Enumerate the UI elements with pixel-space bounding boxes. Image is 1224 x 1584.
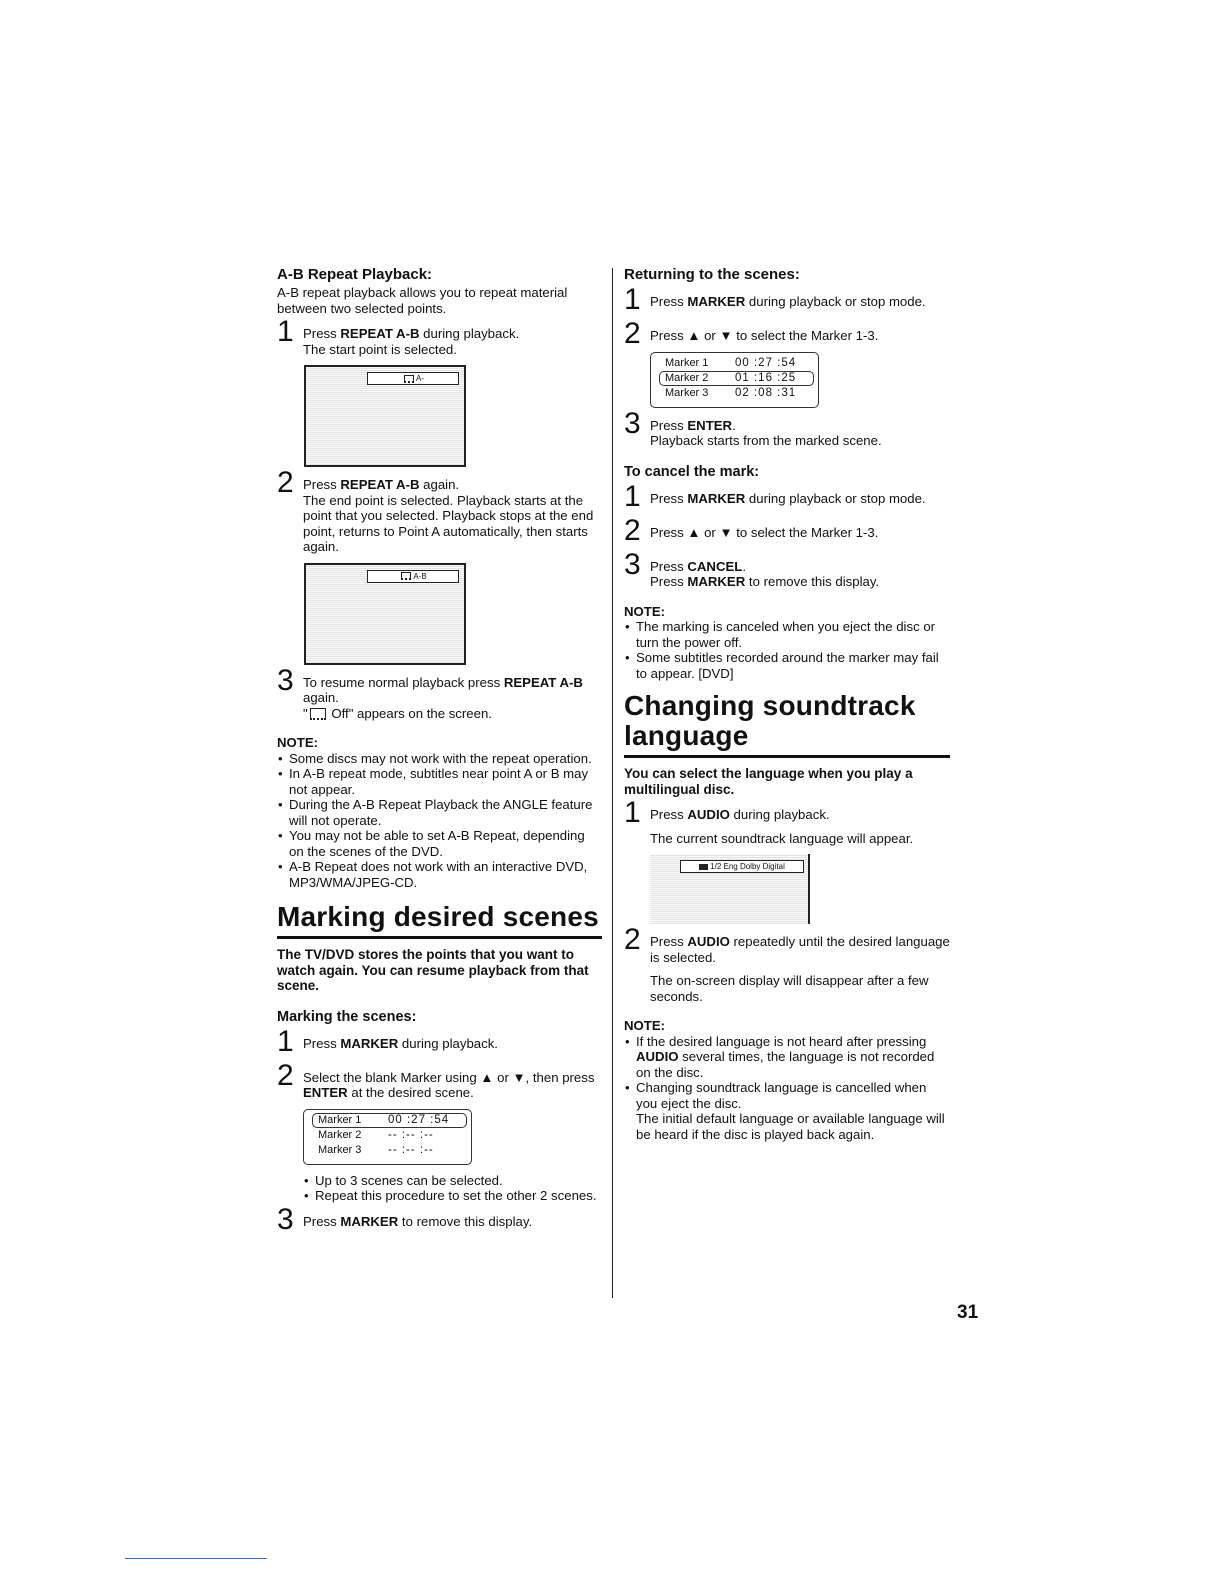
list-item: • During the A-B Repeat Playback the ANGLE feature will not operate. — [277, 797, 602, 828]
ab-step-1: 1 Press REPEAT A-B during playback. The start point is selected. A- — [277, 326, 602, 467]
ab-repeat-intro: A-B repeat playback allows you to repeat material between two selected points. — [277, 285, 568, 316]
return-step-1: 1 Press MARKER during playback or stop mode. — [624, 283, 926, 316]
audio-language-bar: 1/2 Eng Dolby Digital — [680, 860, 804, 873]
repeat-icon — [404, 375, 414, 383]
repeat-a-bar: A- — [367, 372, 459, 385]
ab-repeat-heading: A-B Repeat Playback: — [277, 266, 433, 283]
list-item: • If the desired language is not heard after pressing AUDIO several times, the language is not recorded on the disc. — [624, 1034, 950, 1081]
soundtrack-lead: You can select the language when you play a multilingual disc. — [624, 766, 913, 797]
marker-row: Marker 1 00 :27 :54 — [665, 356, 797, 369]
sound-step-2: 2 Press AUDIO repeatedly until the desired language is selected. The on-screen display will disappear after a few seconds. — [624, 923, 950, 1004]
mark-step-1: 1 Press MARKER during playback. — [277, 1024, 498, 1058]
list-item: • A-B Repeat does not work with an interactive DVD, MP3/WMA/JPEG-CD. — [277, 859, 602, 890]
note-title: NOTE: — [624, 603, 666, 619]
marker-notes — [624, 619, 950, 681]
step-number: 2 — [277, 466, 294, 499]
return-step-3: 3 Press ENTER. Playback starts from the marked scene. — [624, 406, 882, 448]
return-heading: Returning to the scenes: — [624, 266, 800, 283]
marking-lead: The TV/DVD stores the points that you want to watch again. You can resume playback from that scene. — [277, 947, 589, 993]
step-number: 3 — [624, 406, 641, 440]
step-number: 2 — [624, 317, 641, 350]
list-item: • The marking is canceled when you eject the disc or turn the power off. — [624, 619, 950, 650]
mark-bullets — [303, 1173, 602, 1204]
step-number: 1 — [624, 796, 641, 829]
footer-rule — [125, 1558, 267, 1559]
step-number: 1 — [277, 1024, 294, 1058]
repeat-a-screen — [304, 365, 466, 467]
list-item: • You may not be able to set A-B Repeat, depending on the scenes of the DVD. — [277, 828, 602, 859]
marker-row: Marker 1 00 :27 :54 — [318, 1113, 463, 1128]
ab-notes — [277, 751, 602, 891]
step-number: 2 — [277, 1058, 294, 1092]
cancel-step-3: 3 Press CANCEL. Press MARKER to remove this display. — [624, 547, 880, 589]
list-item: • Repeat this procedure to set the other 2 scenes. — [303, 1188, 602, 1204]
marker-row: Marker 2 01 :16 :25 — [665, 371, 810, 386]
ab-step-3: 3 To resume normal playback press REPEAT A-B again. " Off" appears on the screen. — [277, 663, 583, 721]
step-number: 1 — [624, 479, 641, 513]
step-number: 1 — [277, 315, 294, 348]
marker-list-box — [303, 1109, 472, 1165]
step-number: 2 — [624, 513, 641, 547]
audio-screen — [650, 854, 810, 924]
page-number: 31 — [957, 1302, 979, 1323]
list-item: • In A-B repeat mode, subtitles near point A or B may not appear. — [277, 766, 602, 797]
step-number: 1 — [624, 283, 641, 316]
note-title: NOTE: — [624, 1018, 666, 1033]
marking-title: Marking desired scenes — [277, 902, 602, 939]
return-step-2: 2 Press ▲ or ▼ to select the Marker 1-3. Marker 1 00 :27 :54 Marker 2 01 :16 :25 Marker 3 02 :08 :31 — [624, 328, 950, 408]
soundtrack-title: Changing soundtrack language — [624, 691, 950, 758]
step-number: 3 — [277, 1202, 294, 1236]
list-item: • Changing soundtrack language is cancelled when you eject the disc. The initial default language or available language will be heard if the disc is played back again. — [624, 1080, 950, 1142]
audio-icon — [699, 864, 708, 870]
mark-step-2: 2 Select the blank Marker using ▲ or ▼, then press ENTER at the desired scene. Marker 1 00 :27 :54 Marker 2 -- :-- :-- Marker 3 -- :-- :-- — [277, 1070, 602, 1165]
repeat-ab-screen — [304, 563, 466, 665]
marker-row: Marker 3 -- :-- :-- — [318, 1143, 434, 1156]
ab-step-2: 2 Press REPEAT A-B again. The end point is selected. Playback starts at the point that you selected. Playback stops at the end point, returns to Point A automatically, then starts again. A-B — [277, 477, 602, 665]
marker-list-box — [650, 352, 819, 408]
marker-row: Marker 2 -- :-- :-- — [318, 1128, 434, 1141]
step-number: 2 — [624, 923, 641, 956]
mark-step-3: 3 Press MARKER to remove this display. — [277, 1202, 533, 1236]
step-number: 3 — [277, 663, 294, 697]
step-number: 3 — [624, 547, 641, 581]
repeat-icon — [310, 708, 326, 720]
list-item: • Some discs may not work with the repeat operation. — [277, 751, 602, 767]
marking-subheading: Marking the scenes: — [277, 1008, 417, 1025]
marker-row: Marker 3 02 :08 :31 — [665, 386, 797, 399]
left-column — [277, 266, 602, 1238]
soundtrack-notes — [624, 1034, 950, 1143]
right-column — [624, 266, 950, 1142]
note-title: NOTE: — [277, 735, 319, 750]
cancel-step-2: 2 Press ▲ or ▼ to select the Marker 1-3. — [624, 513, 879, 547]
cancel-heading: To cancel the mark: — [624, 463, 760, 480]
column-divider — [612, 268, 613, 1298]
repeat-ab-bar: A-B — [367, 570, 459, 583]
sound-step-1: 1 Press AUDIO during playback. The current soundtrack language will appear. 1/2 Eng Dolby Digital — [624, 807, 950, 924]
repeat-icon — [401, 572, 411, 580]
list-item: • Some subtitles recorded around the marker may fail to appear. [DVD] — [624, 650, 950, 681]
list-item: • Up to 3 scenes can be selected. — [303, 1173, 602, 1189]
cancel-step-1: 1 Press MARKER during playback or stop mode. — [624, 479, 926, 513]
